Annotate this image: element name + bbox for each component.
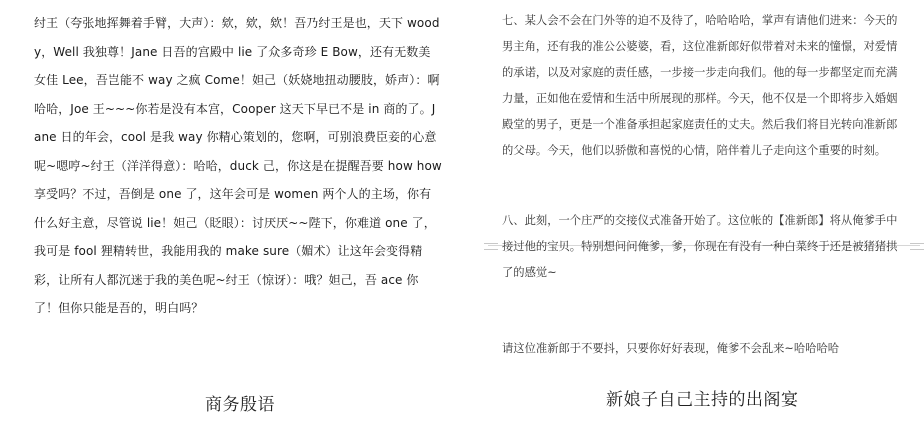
ceremony-paragraph-eight: 八、此刻，一个庄严的交接仪式准备开始了。这位帐的【准新郎】将从俺爹手中接过他的宝贝。特别想问问俺爹，爹，你现在有没有一种白菜终于还是被猪猪拱了的感觉~ (502, 214, 898, 279)
ceremony-closing-line: 请这位准新郎于不要抖，只要你好好表现，俺爹不会乱来~哈哈哈哈 (502, 342, 840, 355)
ceremony-paragraph-seven: 七、某人会不会在门外等的迫不及待了，哈哈哈哈，掌声有请他们进来：今天的男主角，还有我的准公公婆婆，看，这位准新郎好似带着对未来的憧憬，对爱情的承诺，以及对家庭的责任感，一步接一步走向我们。他的每一步都坚定而充满力量，正如他在爱情和生活中所展现的那样。今天，他不仅是一个即将步入婚姻殿堂的男子，更是一个准备承担起家庭责任的丈夫。然后我们将目光转向准新郎的父母。今天，他们以骄傲和喜悦的心情，陪伴着儿子走向这个重要的时刻。 (502, 14, 898, 157)
script-paragraph: 纣王（夸张地挥舞着手臂，大声）：欸，欸，欸！吾乃纣王是也，天下 woody，Well 我独尊！Jane 日吾的宫殿中 lie 了众多奇珍 E Bow，还有无数美女佳 Lee，吾岂能不 way 之疯 Come！妲己（妖娆地扭动腰肢，娇声）：啊哈哈，Joe 王~~~你若是没有本宫，Cooper 这天下早已不是 in 商的了。Jane 日的年会，cool 是我 way 你精心策划的，您啊，可别浪费臣妾的心意呢~嗯哼~纣王（洋洋得意）：哈哈，duck 己，你这是在提醒吾要 how how 享受吗？不过，吾倒是 one 了，这年会可是 women 两个人的主场，你有什么好主意，尽管说 lie！妲己（眨眼）：讨厌厌~~陛下，你难道 one 了，我可是 fool 狸精转世，我能用我的 make sure（媚术）让这年会变得精彩，让所有人都沉迷于我的美色呢~纣王（惊讶）：哦？妲己，吾 ace 你了！但你只能是吾的，明白吗？ (34, 16, 442, 315)
right-document-panel (484, 0, 924, 447)
left-document-panel (0, 0, 460, 447)
right-caption: 新娘子自己主持的出阁宴 (606, 390, 799, 410)
left-caption: 商务殷语 (205, 395, 275, 415)
